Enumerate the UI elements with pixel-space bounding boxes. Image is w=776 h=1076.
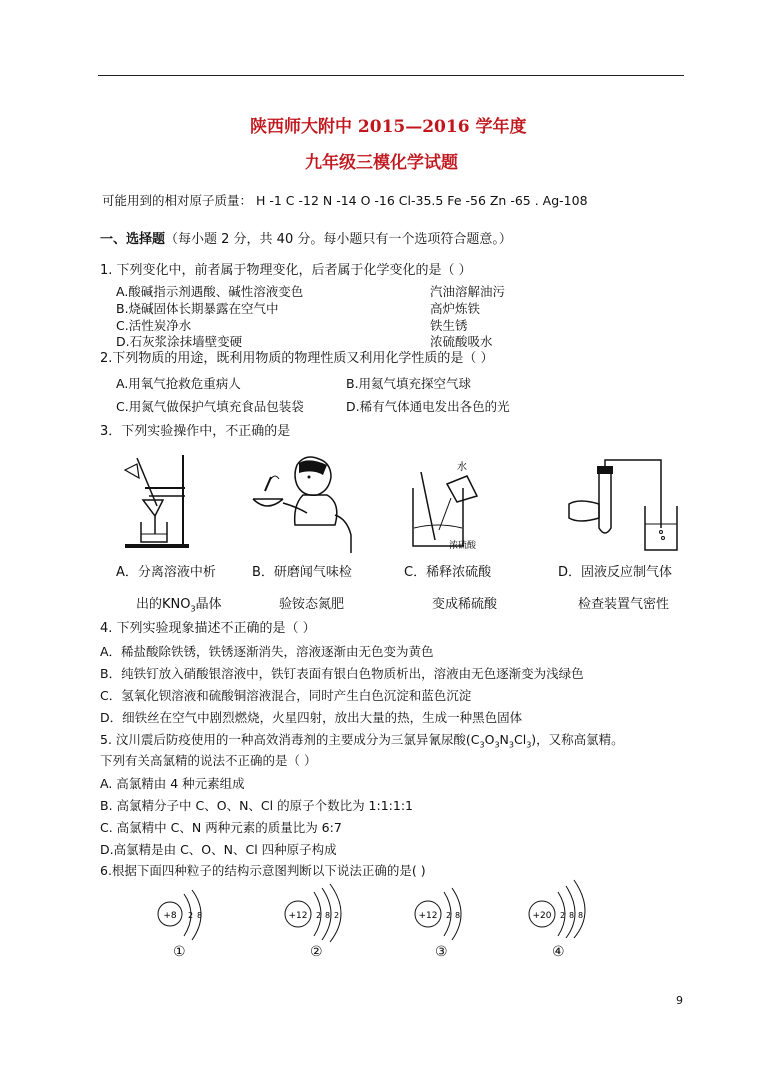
particle-2-shell-2: 8 — [325, 911, 331, 920]
q5-option-b: B. 高氯精分子中 C、O、N、Cl 的原子个数比为 1:1:1:1 — [100, 798, 414, 813]
formula-cl-count: 3 — [526, 740, 532, 750]
particle-1-diagram — [150, 882, 230, 942]
caption-a-sub: 3 — [190, 604, 196, 614]
formula-o: O — [484, 732, 495, 747]
q4-option-d: D．细铁丝在空气中剧烈燃烧，火星四射，放出大量的热，生成一种黑色固体 — [100, 710, 523, 725]
q3-caption-b-1: B．研磨闻气味检 — [252, 565, 352, 580]
q4-option-b: B．纯铁钉放入硝酸银溶液中，铁钉表面有银白色物质析出，溶液由无色逐渐变为浅绿色 — [100, 666, 584, 681]
q3-caption-c-2: 变成稀硫酸 — [432, 597, 498, 612]
particle-2-label: ② — [310, 944, 323, 960]
q4-option-a: A．稀盐酸除铁锈，铁锈逐渐消失，溶液逐渐由无色变为黄色 — [100, 644, 434, 659]
particle-4-shell-1: 2 — [560, 911, 566, 920]
page-number: 9 — [676, 994, 683, 1007]
q1-row-b-right: 高炉炼铁 — [430, 301, 481, 316]
q5-stem — [100, 730, 624, 750]
q1-row-b-left: B.烧碱固体长期暴露在空气中 — [116, 301, 279, 316]
particle-4-label: ④ — [552, 944, 565, 960]
q3-caption-d-1: D．固液反应制气体 — [558, 565, 673, 580]
q4-option-c: C．氢氧化钡溶液和硫酸铜溶液混合，同时产生白色沉淀和蓝色沉淀 — [100, 688, 472, 703]
particle-2-shell-1: 2 — [316, 911, 322, 920]
q1-row-d-right: 浓硫酸吸水 — [430, 334, 493, 349]
q1-row-a-left: A.酸碱指示剂遇酸、碱性溶液变色 — [116, 284, 304, 299]
formula-n: N — [499, 732, 509, 747]
q5-option-a: A. 高氯精由 4 种元素组成 — [100, 776, 245, 791]
atomic-masses: 可能用到的相对原子质量： H -1 C -12 N -14 O -16 Cl-35.5 Fe -56 Zn -65 . Ag-108 — [102, 193, 588, 208]
q1-row-a-right: 汽油溶解油污 — [430, 284, 506, 299]
section-desc: （每小题 2 分，共 40 分。每小题只有一个选项符合题意。） — [165, 232, 512, 247]
header-rule — [98, 75, 684, 76]
caption-a-text-end: 晶体 — [195, 597, 222, 612]
particle-2-nucleus: +12 — [288, 911, 308, 921]
q3-caption-d-2: 检查装置气密性 — [578, 597, 670, 612]
section-name: 一、选择题 — [100, 232, 166, 247]
particle-2-diagram — [282, 880, 362, 940]
q5-stem-2: 下列有关高氯精的说法不正确的是（ ） — [100, 753, 317, 768]
filtration-figure — [115, 450, 195, 550]
q3-caption-b-2: 验铵态氮肥 — [279, 597, 345, 612]
particle-4-shell-3: 8 — [578, 911, 584, 920]
q1-row-c-left: C.活性炭净水 — [116, 318, 192, 333]
dilution-figure — [405, 462, 495, 552]
q2-option-c: C.用氮气做保护气填充食品包装袋 — [116, 399, 304, 414]
particle-2-shell-3: 2 — [334, 911, 340, 920]
particle-3-shell-2: 8 — [455, 911, 461, 920]
q3-caption-a-2 — [136, 593, 222, 614]
caption-a-text: 出的KNO — [136, 597, 191, 612]
acid-label: 浓硫酸 — [449, 541, 477, 551]
formula-c-count: 3 — [479, 740, 485, 750]
particle-4-diagram — [526, 876, 616, 940]
section-heading — [100, 232, 512, 248]
particle-1-shell-1: 2 — [188, 911, 194, 920]
q1-row-d-left: D.石灰浆涂抹墙壁变硬 — [116, 334, 243, 349]
particle-1-label: ① — [173, 944, 186, 960]
airtightness-figure — [565, 458, 685, 554]
q1-row-c-right: 铁生锈 — [430, 318, 468, 333]
particle-1-nucleus: +8 — [163, 911, 177, 921]
formula-n-count: 3 — [508, 740, 514, 750]
q4-stem: 4. 下列实验现象描述不正确的是（ ） — [100, 621, 316, 636]
q5-stem-end: )，又称高氯精。 — [531, 732, 624, 747]
q2-option-d: D.稀有气体通电发出各色的光 — [346, 399, 510, 414]
q3-caption-c-1: C．稀释浓硫酸 — [404, 565, 492, 580]
q5-stem-text: 5. 汶川震后防疫使用的一种高效消毒剂的主要成分为三氯异氰尿酸(C — [100, 732, 480, 747]
q3-stem: 3．下列实验操作中，不正确的是 — [100, 424, 291, 439]
grinding-figure — [245, 455, 355, 555]
particle-3-label: ③ — [435, 944, 448, 960]
particle-1-shell-2: 8 — [197, 911, 203, 920]
particle-3-nucleus: +12 — [418, 911, 438, 921]
water-label: 水 — [457, 462, 467, 473]
q5-option-d: D.高氯精是由 C、O、N、Cl 四种原子构成 — [100, 842, 337, 857]
exam-subtitle: 九年级三模化学试题 — [305, 153, 458, 173]
q5-option-c: C. 高氯精中 C、N 两种元素的质量比为 6:7 — [100, 820, 342, 835]
q2-stem: 2.下列物质的用途，既利用物质的物理性质又利用化学性质的是（ ） — [100, 351, 494, 366]
particle-3-shell-1: 2 — [446, 911, 452, 920]
particle-3-diagram — [412, 880, 492, 940]
exam-title: 陕西师大附中 2015—2016 学年度 — [250, 117, 527, 137]
particle-4-nucleus: +20 — [532, 911, 552, 921]
q2-option-b: B.用氦气填充探空气球 — [346, 376, 472, 391]
q2-option-a: A.用氧气抢救危重病人 — [116, 376, 241, 391]
formula-cl: Cl — [514, 732, 527, 747]
q3-caption-a-1: A．分离溶液中析 — [116, 565, 216, 580]
q1-stem: 1. 下列变化中，前者属于物理变化，后者属于化学变化的是（ ） — [100, 263, 472, 278]
formula-o-count: 3 — [494, 740, 500, 750]
particle-4-shell-2: 8 — [569, 911, 575, 920]
q6-stem: 6.根据下面四种粒子的结构示意图判断以下说法正确的是( ) — [100, 863, 426, 878]
